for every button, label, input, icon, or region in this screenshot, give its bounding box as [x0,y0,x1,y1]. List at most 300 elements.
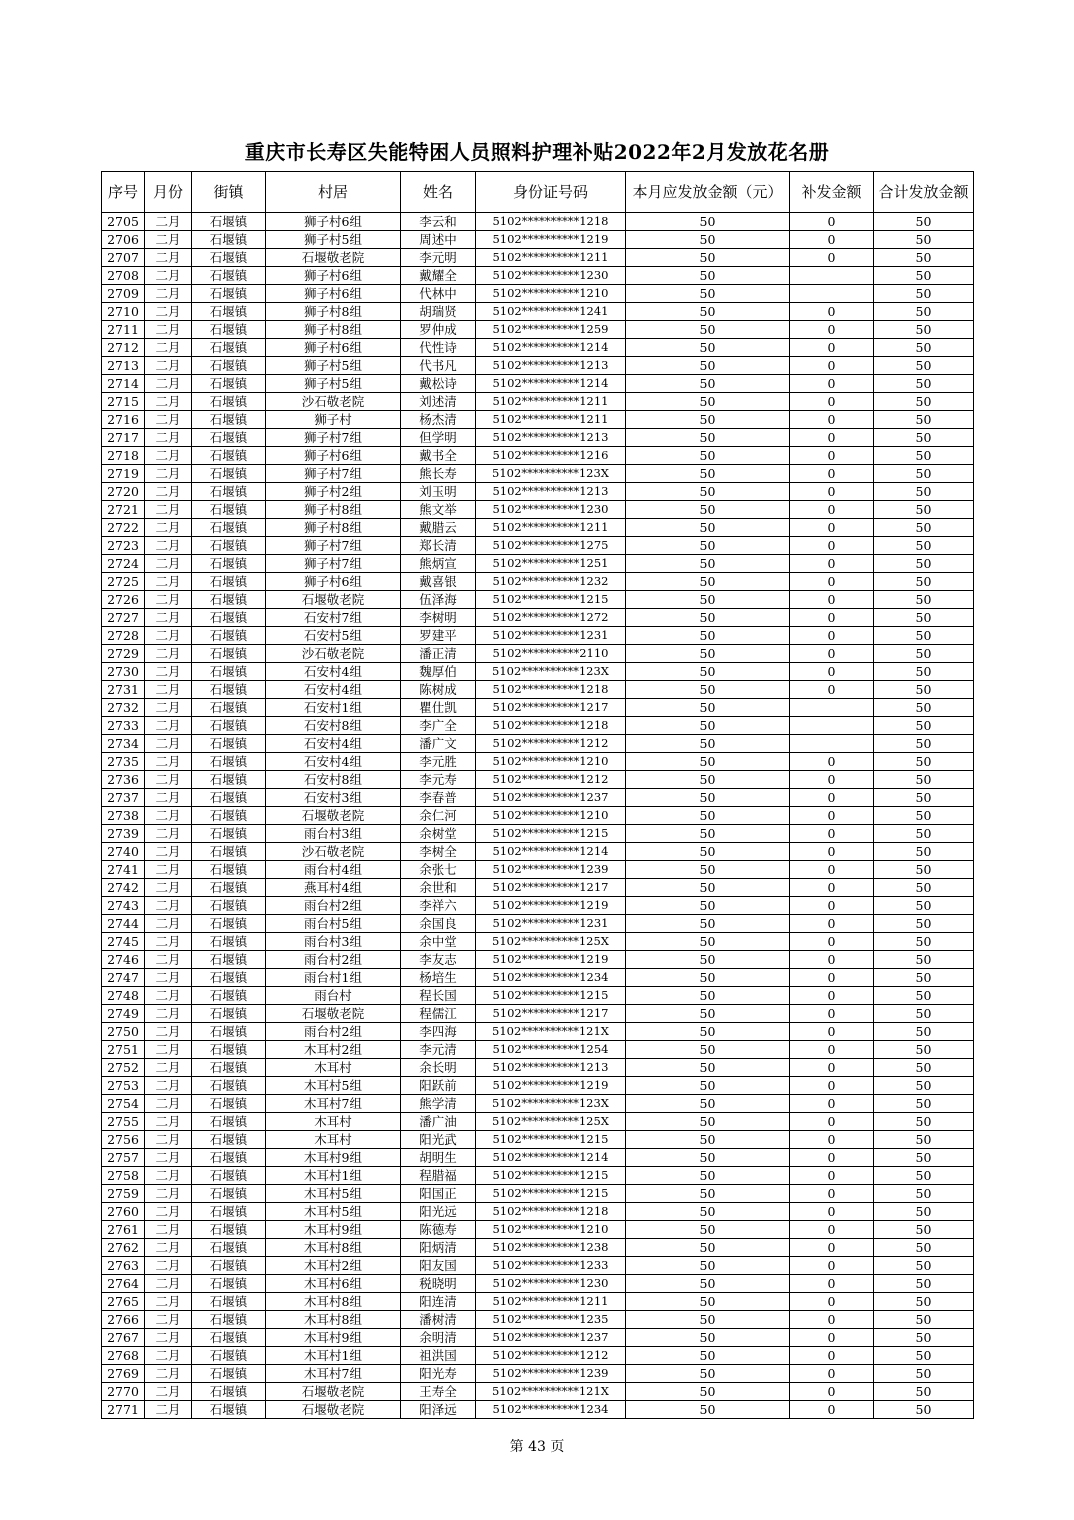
cell-id-number: 5102**********1213 [476,483,626,501]
cell-back-pay: 0 [790,1275,874,1293]
cell-town: 石堰镇 [192,735,266,753]
cell-monthly-amount: 50 [626,969,790,987]
cell-back-pay: 0 [790,1167,874,1185]
cell-month: 二月 [145,1167,192,1185]
cell-name: 程长国 [401,987,476,1005]
cell-month: 二月 [145,1329,192,1347]
cell-village: 沙石敬老院 [266,843,401,861]
cell-name: 但学明 [401,429,476,447]
cell-village: 狮子村6组 [266,447,401,465]
cell-monthly-amount: 50 [626,519,790,537]
cell-name: 李元清 [401,1041,476,1059]
cell-village: 木耳村8组 [266,1239,401,1257]
cell-town: 石堰镇 [192,1329,266,1347]
cell-month: 二月 [145,789,192,807]
cell-id-number: 5102**********1215 [476,987,626,1005]
cell-name: 阳光寿 [401,1365,476,1383]
cell-monthly-amount: 50 [626,357,790,375]
cell-monthly-amount: 50 [626,987,790,1005]
cell-village: 狮子村7组 [266,555,401,573]
cell-index: 2714 [102,375,145,393]
cell-monthly-amount: 50 [626,1329,790,1347]
cell-total: 50 [874,609,974,627]
cell-monthly-amount: 50 [626,1401,790,1419]
cell-id-number: 5102**********1231 [476,915,626,933]
table-row [102,231,974,249]
table-row [102,933,974,951]
cell-town: 石堰镇 [192,591,266,609]
cell-index: 2713 [102,357,145,375]
cell-village: 雨台村2组 [266,1023,401,1041]
cell-index: 2720 [102,483,145,501]
cell-village: 石堰敬老院 [266,591,401,609]
cell-village: 石安村1组 [266,699,401,717]
cell-back-pay: 0 [790,1095,874,1113]
cell-month: 二月 [145,735,192,753]
cell-total: 50 [874,717,974,735]
cell-total: 50 [874,861,974,879]
table-row [102,735,974,753]
table-row [102,447,974,465]
cell-index: 2751 [102,1041,145,1059]
cell-index: 2764 [102,1275,145,1293]
cell-total: 50 [874,879,974,897]
table-row [102,1293,974,1311]
cell-town: 石堰镇 [192,1347,266,1365]
cell-monthly-amount: 50 [626,1203,790,1221]
cell-town: 石堰镇 [192,339,266,357]
cell-name: 戴喜银 [401,573,476,591]
cell-month: 二月 [145,969,192,987]
cell-total: 50 [874,951,974,969]
cell-total: 50 [874,1023,974,1041]
cell-id-number: 5102**********1211 [476,519,626,537]
cell-month: 二月 [145,1131,192,1149]
cell-id-number: 5102**********1214 [476,843,626,861]
cell-village: 狮子村5组 [266,231,401,249]
cell-id-number: 5102**********1218 [476,1203,626,1221]
cell-town: 石堰镇 [192,843,266,861]
cell-town: 石堰镇 [192,357,266,375]
cell-name: 熊炳宣 [401,555,476,573]
table-row [102,1005,974,1023]
cell-monthly-amount: 50 [626,573,790,591]
cell-monthly-amount: 50 [626,843,790,861]
cell-town: 石堰镇 [192,1257,266,1275]
cell-back-pay: 0 [790,1293,874,1311]
cell-town: 石堰镇 [192,573,266,591]
cell-village: 木耳村7组 [266,1095,401,1113]
cell-back-pay: 0 [790,339,874,357]
cell-back-pay: 0 [790,807,874,825]
cell-monthly-amount: 50 [626,1149,790,1167]
cell-name: 魏厚伯 [401,663,476,681]
cell-village: 石安村4组 [266,753,401,771]
cell-month: 二月 [145,501,192,519]
cell-month: 二月 [145,825,192,843]
cell-back-pay: 0 [790,1239,874,1257]
cell-town: 石堰镇 [192,1203,266,1221]
cell-back-pay: 0 [790,231,874,249]
cell-index: 2756 [102,1131,145,1149]
cell-back-pay: 0 [790,537,874,555]
cell-name: 余长明 [401,1059,476,1077]
cell-total: 50 [874,933,974,951]
cell-back-pay: 0 [790,375,874,393]
cell-town: 石堰镇 [192,249,266,267]
cell-village: 狮子村 [266,411,401,429]
table-row [102,897,974,915]
table-row [102,267,974,285]
cell-id-number: 5102**********1234 [476,1401,626,1419]
cell-monthly-amount: 50 [626,1113,790,1131]
cell-town: 石堰镇 [192,1041,266,1059]
cell-name: 李元明 [401,249,476,267]
cell-id-number: 5102**********1259 [476,321,626,339]
cell-town: 石堰镇 [192,1131,266,1149]
table-row [102,1095,974,1113]
cell-name: 程儒江 [401,1005,476,1023]
cell-id-number: 5102**********1213 [476,357,626,375]
cell-name: 陈树成 [401,681,476,699]
cell-id-number: 5102**********125X [476,933,626,951]
table-row [102,681,974,699]
cell-name: 潘正清 [401,645,476,663]
cell-village: 雨台村3组 [266,825,401,843]
cell-back-pay: 0 [790,1185,874,1203]
cell-name: 熊学清 [401,1095,476,1113]
col-header-back-pay: 补发金额 [790,172,874,213]
table-row [102,1329,974,1347]
table-row [102,1041,974,1059]
cell-id-number: 5102**********123X [476,465,626,483]
cell-back-pay: 0 [790,645,874,663]
cell-index: 2769 [102,1365,145,1383]
cell-id-number: 5102**********1212 [476,1347,626,1365]
col-header-month: 月份 [145,172,192,213]
cell-month: 二月 [145,681,192,699]
cell-index: 2771 [102,1401,145,1419]
cell-total: 50 [874,1077,974,1095]
cell-id-number: 5102**********1219 [476,231,626,249]
cell-village: 木耳村5组 [266,1077,401,1095]
cell-town: 石堰镇 [192,1401,266,1419]
cell-month: 二月 [145,429,192,447]
cell-month: 二月 [145,1005,192,1023]
cell-id-number: 5102**********1230 [476,501,626,519]
cell-monthly-amount: 50 [626,825,790,843]
table-row [102,825,974,843]
cell-index: 2723 [102,537,145,555]
cell-id-number: 5102**********1219 [476,951,626,969]
cell-index: 2750 [102,1023,145,1041]
cell-monthly-amount: 50 [626,447,790,465]
cell-total: 50 [874,555,974,573]
cell-back-pay: 0 [790,249,874,267]
cell-total: 50 [874,627,974,645]
cell-name: 阳国正 [401,1185,476,1203]
cell-town: 石堰镇 [192,1365,266,1383]
cell-month: 二月 [145,879,192,897]
cell-monthly-amount: 50 [626,807,790,825]
cell-id-number: 5102**********1215 [476,1131,626,1149]
cell-town: 石堰镇 [192,789,266,807]
cell-index: 2711 [102,321,145,339]
cell-name: 代林中 [401,285,476,303]
cell-back-pay: 0 [790,1311,874,1329]
cell-month: 二月 [145,357,192,375]
cell-name: 阳炳清 [401,1239,476,1257]
cell-month: 二月 [145,1041,192,1059]
cell-month: 二月 [145,1383,192,1401]
cell-back-pay: 0 [790,591,874,609]
cell-monthly-amount: 50 [626,1239,790,1257]
cell-monthly-amount: 50 [626,303,790,321]
cell-village: 木耳村 [266,1059,401,1077]
cell-village: 狮子村6组 [266,213,401,231]
cell-index: 2762 [102,1239,145,1257]
cell-name: 李友志 [401,951,476,969]
cell-monthly-amount: 50 [626,1185,790,1203]
cell-town: 石堰镇 [192,1149,266,1167]
cell-month: 二月 [145,645,192,663]
cell-village: 石堰敬老院 [266,249,401,267]
cell-town: 石堰镇 [192,393,266,411]
cell-village: 木耳村8组 [266,1311,401,1329]
cell-month: 二月 [145,627,192,645]
cell-total: 50 [874,447,974,465]
cell-id-number: 5102**********1212 [476,771,626,789]
cell-monthly-amount: 50 [626,1221,790,1239]
cell-month: 二月 [145,1347,192,1365]
cell-month: 二月 [145,807,192,825]
cell-name: 李元胜 [401,753,476,771]
cell-name: 李广全 [401,717,476,735]
cell-name: 胡瑞贤 [401,303,476,321]
cell-name: 李祥六 [401,897,476,915]
cell-village: 石堰敬老院 [266,807,401,825]
cell-month: 二月 [145,1365,192,1383]
cell-village: 石堰敬老院 [266,1383,401,1401]
cell-monthly-amount: 50 [626,591,790,609]
cell-town: 石堰镇 [192,429,266,447]
cell-town: 石堰镇 [192,951,266,969]
cell-total: 50 [874,645,974,663]
cell-village: 狮子村8组 [266,519,401,537]
cell-index: 2709 [102,285,145,303]
cell-village: 木耳村7组 [266,1365,401,1383]
cell-total: 50 [874,303,974,321]
cell-month: 二月 [145,987,192,1005]
cell-total: 50 [874,519,974,537]
cell-town: 石堰镇 [192,519,266,537]
cell-index: 2721 [102,501,145,519]
cell-index: 2708 [102,267,145,285]
cell-monthly-amount: 50 [626,267,790,285]
cell-village: 木耳村8组 [266,1293,401,1311]
cell-name: 余明清 [401,1329,476,1347]
cell-month: 二月 [145,699,192,717]
cell-index: 2719 [102,465,145,483]
cell-name: 阳友国 [401,1257,476,1275]
cell-month: 二月 [145,933,192,951]
cell-name: 刘述清 [401,393,476,411]
cell-index: 2716 [102,411,145,429]
cell-month: 二月 [145,1221,192,1239]
cell-back-pay [790,267,874,285]
cell-town: 石堰镇 [192,933,266,951]
cell-id-number: 5102**********1237 [476,789,626,807]
cell-monthly-amount: 50 [626,1005,790,1023]
cell-town: 石堰镇 [192,1311,266,1329]
cell-month: 二月 [145,231,192,249]
cell-total: 50 [874,1329,974,1347]
cell-index: 2753 [102,1077,145,1095]
cell-total: 50 [874,339,974,357]
cell-name: 余树堂 [401,825,476,843]
cell-back-pay: 0 [790,789,874,807]
cell-monthly-amount: 50 [626,933,790,951]
cell-back-pay: 0 [790,1221,874,1239]
cell-month: 二月 [145,303,192,321]
cell-name: 戴书全 [401,447,476,465]
cell-monthly-amount: 50 [626,717,790,735]
cell-monthly-amount: 50 [626,483,790,501]
cell-total: 50 [874,1059,974,1077]
cell-name: 刘玉明 [401,483,476,501]
table-row [102,987,974,1005]
table-row [102,483,974,501]
cell-town: 石堰镇 [192,861,266,879]
cell-monthly-amount: 50 [626,393,790,411]
table-row [102,1311,974,1329]
cell-name: 代书凡 [401,357,476,375]
cell-back-pay: 0 [790,861,874,879]
cell-id-number: 5102**********1251 [476,555,626,573]
cell-total: 50 [874,1275,974,1293]
cell-month: 二月 [145,1095,192,1113]
table-row [102,771,974,789]
cell-total: 50 [874,1203,974,1221]
cell-town: 石堰镇 [192,969,266,987]
cell-monthly-amount: 50 [626,1365,790,1383]
table-row [102,753,974,771]
cell-village: 石安村4组 [266,735,401,753]
cell-town: 石堰镇 [192,1095,266,1113]
cell-village: 沙石敬老院 [266,393,401,411]
cell-total: 50 [874,735,974,753]
cell-index: 2759 [102,1185,145,1203]
cell-town: 石堰镇 [192,771,266,789]
subsidy-roster-table [101,171,974,1419]
cell-month: 二月 [145,717,192,735]
cell-back-pay: 0 [790,483,874,501]
cell-total: 50 [874,357,974,375]
cell-back-pay: 0 [790,609,874,627]
cell-town: 石堰镇 [192,609,266,627]
cell-id-number: 5102**********1212 [476,735,626,753]
table-row [102,1185,974,1203]
cell-month: 二月 [145,843,192,861]
cell-month: 二月 [145,663,192,681]
table-row [102,339,974,357]
cell-town: 石堰镇 [192,663,266,681]
cell-total: 50 [874,213,974,231]
cell-town: 石堰镇 [192,1221,266,1239]
cell-town: 石堰镇 [192,1167,266,1185]
cell-monthly-amount: 50 [626,1167,790,1185]
cell-name: 李春普 [401,789,476,807]
table-row [102,663,974,681]
cell-back-pay: 0 [790,1059,874,1077]
cell-name: 李树全 [401,843,476,861]
cell-month: 二月 [145,1059,192,1077]
cell-total: 50 [874,1239,974,1257]
table-row [102,357,974,375]
table-row [102,1401,974,1419]
col-header-index: 序号 [102,172,145,213]
cell-id-number: 5102**********121X [476,1023,626,1041]
cell-index: 2706 [102,231,145,249]
table-row [102,537,974,555]
cell-index: 2727 [102,609,145,627]
cell-name: 余中堂 [401,933,476,951]
cell-total: 50 [874,1113,974,1131]
cell-town: 石堰镇 [192,753,266,771]
cell-index: 2732 [102,699,145,717]
cell-total: 50 [874,807,974,825]
table-row [102,1203,974,1221]
table-row [102,717,974,735]
cell-village: 木耳村6组 [266,1275,401,1293]
cell-index: 2731 [102,681,145,699]
cell-town: 石堰镇 [192,627,266,645]
cell-monthly-amount: 50 [626,753,790,771]
cell-id-number: 5102**********1219 [476,897,626,915]
cell-back-pay: 0 [790,303,874,321]
cell-back-pay: 0 [790,681,874,699]
cell-name: 阳泽远 [401,1401,476,1419]
cell-name: 阳光远 [401,1203,476,1221]
cell-total: 50 [874,537,974,555]
cell-back-pay: 0 [790,1257,874,1275]
cell-id-number: 5102**********1213 [476,429,626,447]
cell-back-pay: 0 [790,969,874,987]
table-row [102,879,974,897]
cell-town: 石堰镇 [192,1275,266,1293]
table-row [102,1023,974,1041]
cell-id-number: 5102**********1232 [476,573,626,591]
cell-index: 2760 [102,1203,145,1221]
cell-month: 二月 [145,1185,192,1203]
cell-name: 潘广文 [401,735,476,753]
cell-name: 税晓明 [401,1275,476,1293]
cell-name: 伍泽海 [401,591,476,609]
cell-id-number: 5102**********1213 [476,1059,626,1077]
cell-back-pay: 0 [790,1365,874,1383]
cell-name: 李树明 [401,609,476,627]
cell-monthly-amount: 50 [626,465,790,483]
table-row [102,1113,974,1131]
cell-monthly-amount: 50 [626,1347,790,1365]
cell-back-pay: 0 [790,951,874,969]
cell-town: 石堰镇 [192,1023,266,1041]
cell-village: 狮子村5组 [266,375,401,393]
cell-name: 余仁河 [401,807,476,825]
cell-back-pay: 0 [790,321,874,339]
cell-month: 二月 [145,1293,192,1311]
cell-index: 2729 [102,645,145,663]
